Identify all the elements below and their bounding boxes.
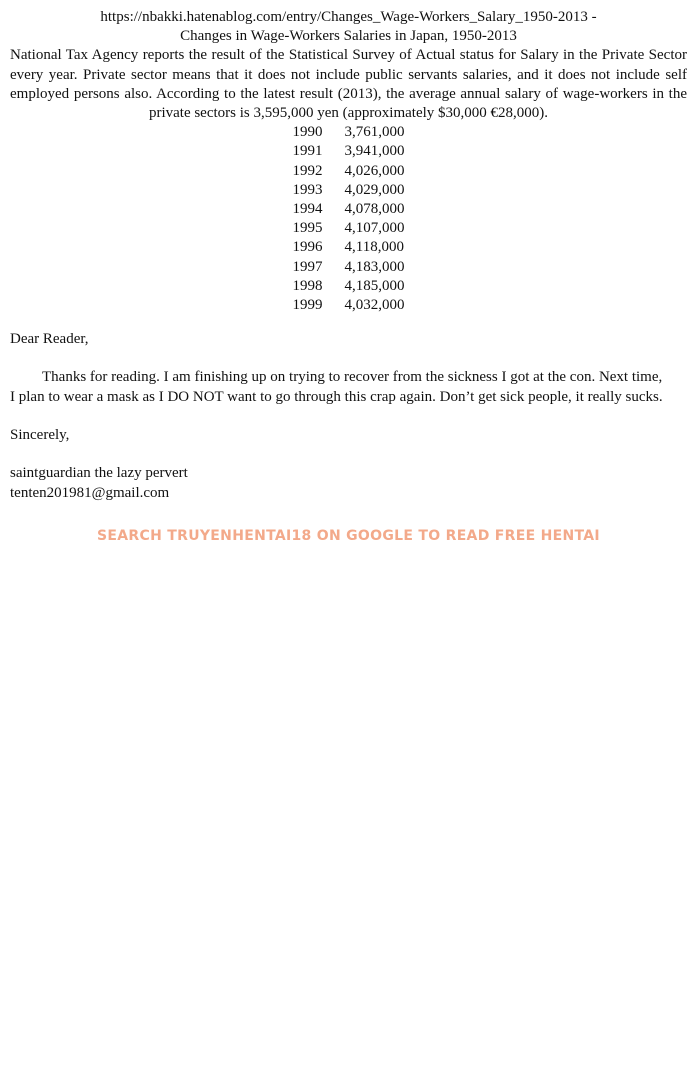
table-row <box>293 200 405 219</box>
salary-cell: 4,029,000 <box>344 181 405 198</box>
salary-cell: 4,118,000 <box>344 239 404 256</box>
year-cell: 1992 <box>292 162 323 179</box>
year-cell: 1995 <box>292 220 323 237</box>
salary-cell: 4,183,000 <box>344 258 405 275</box>
signature-block <box>10 464 670 502</box>
salary-cell: 3,761,000 <box>344 124 405 141</box>
salary-cell: 4,107,000 <box>344 220 405 237</box>
salary-table <box>293 123 405 315</box>
letter-closing: Sincerely, <box>10 426 70 443</box>
table-row <box>293 277 405 296</box>
letter-section <box>10 330 670 503</box>
letter-body: Thanks for reading. I am finishing up on trying to recover from the sickness I got at the con. Next time, I plan to wear a mask as I DO NOT want to go through this crap again. Don’t get sick people, it really sucks. <box>10 369 663 405</box>
article-header <box>10 8 687 315</box>
table-row <box>293 123 405 142</box>
salary-cell: 4,078,000 <box>344 201 405 218</box>
article-title: Changes in Wage-Workers Salaries in Japan, 1950-2013 <box>180 28 517 45</box>
table-row <box>293 142 405 161</box>
salary-cell: 4,032,000 <box>344 297 405 314</box>
year-cell: 1991 <box>292 143 323 160</box>
signature-email: tenten201981@gmail.com <box>10 484 170 501</box>
table-row <box>293 296 405 315</box>
year-cell: 1994 <box>292 201 323 218</box>
watermark-text: SEARCH TRUYENHENTAI18 ON GOOGLE TO READ FREE HENTAI <box>97 528 600 544</box>
year-cell: 1998 <box>292 277 323 294</box>
year-cell: 1990 <box>292 124 323 141</box>
table-row <box>293 219 405 238</box>
salary-cell: 4,026,000 <box>344 162 405 179</box>
intro-paragraph: National Tax Agency reports the result of the Statistical Survey of Actual status for Salary in the Private Sector every year. Private sector means that it does not include public servants salaries, and it does not include self employed persons also. According to the latest result (2013), the average annual salary of wage-workers in the private sectors is 3,595,000 yen (approximately $30,000 €28,000). <box>10 47 687 122</box>
table-row <box>293 258 405 277</box>
letter-greeting: Dear Reader, <box>10 331 89 347</box>
table-row <box>293 238 405 257</box>
salary-cell: 4,185,000 <box>344 277 405 294</box>
table-row <box>293 181 405 200</box>
year-cell: 1999 <box>292 297 323 314</box>
year-cell: 1993 <box>292 181 323 198</box>
year-cell: 1996 <box>292 239 323 256</box>
signature-name: saintguardian the lazy pervert <box>10 465 188 482</box>
year-cell: 1997 <box>292 258 323 275</box>
table-row <box>293 162 405 181</box>
salary-cell: 3,941,000 <box>344 143 405 160</box>
source-url: https://nbakki.hatenablog.com/entry/Changes_Wage-Workers_Salary_1950-2013 - <box>100 9 597 25</box>
